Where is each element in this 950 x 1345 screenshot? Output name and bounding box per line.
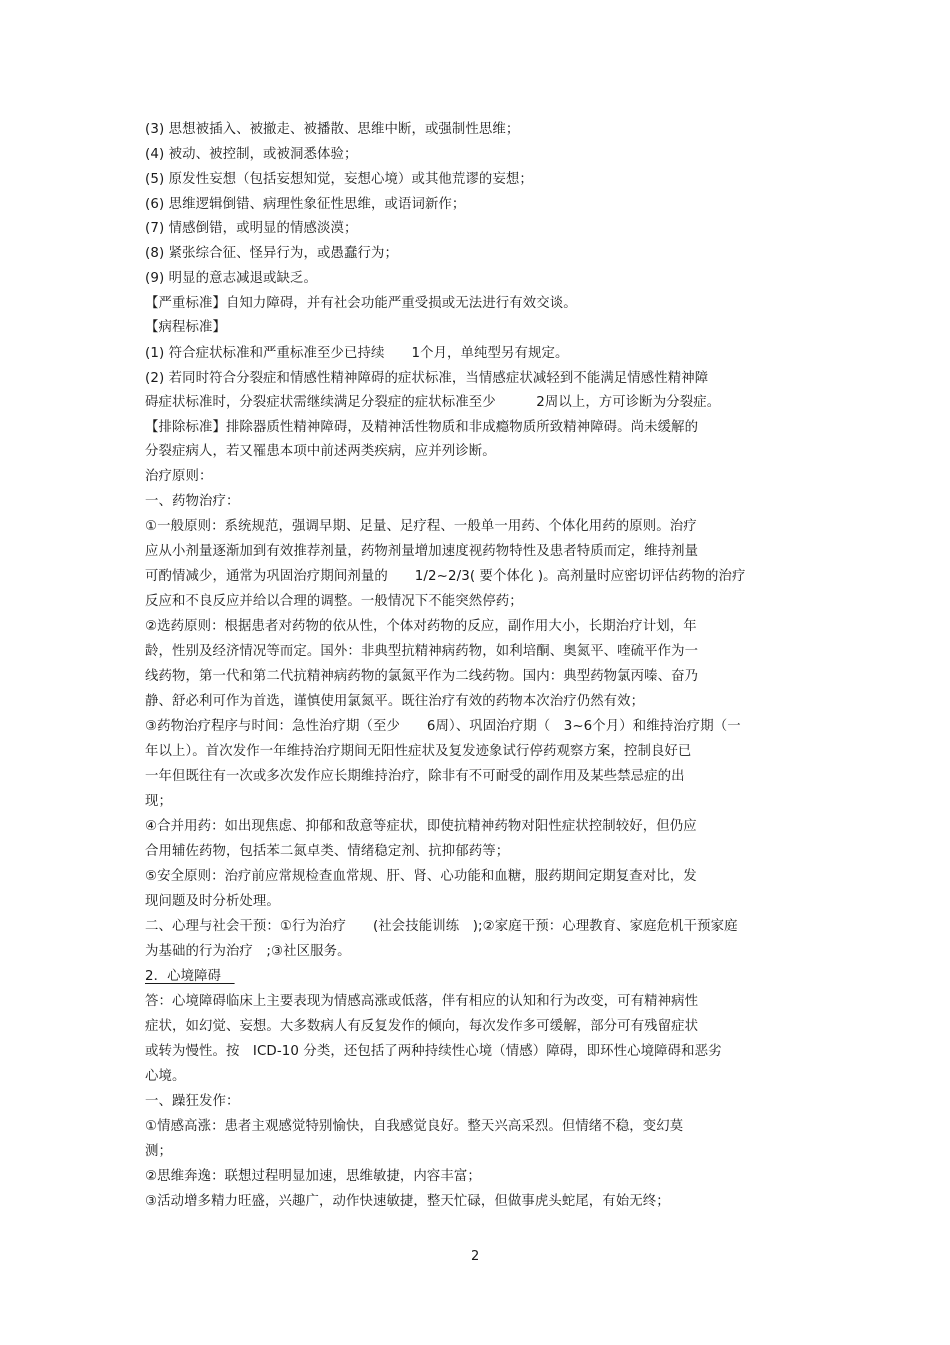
text-line: ⑤安全原则：治疗前应常规检查血常规、肝、肾、心功能和血糖，服药期间定期复查对比，发 <box>145 869 697 884</box>
section-heading: 一、药物治疗： <box>145 494 240 509</box>
text-line: (4) 被动、被控制，或被洞悉体验； <box>145 147 358 162</box>
text-line: 【严重标准】自知力障碍，并有社会功能严重受损或无法进行有效交谈。 <box>145 296 577 311</box>
text-line: (9) 明显的意志减退或缺乏。 <box>145 271 318 286</box>
text-line: 一年但既往有一次或多次发作应长期维持治疗，除非有不可耐受的副作用及某些禁忌症的出 <box>145 769 685 784</box>
text-line: 为基础的行为治疗 ;③社区服务。 <box>145 944 351 959</box>
text-line: 可酌情减少，通常为巩固治疗期间剂量的 1/2~2/3( 要个体化 )。高剂量时应密切评估药物的治疗 <box>145 569 746 584</box>
text-line: 合用辅佐药物，包括苯二氮卓类、情绪稳定剂、抗抑郁药等； <box>145 844 510 859</box>
text-line: ④合并用药：如出现焦虑、抑郁和敌意等症状，即使抗精神药物对阳性症状控制较好，但仍应 <box>145 819 697 834</box>
section-heading: 治疗原则： <box>145 469 213 484</box>
text-line: 现； <box>145 794 172 809</box>
text-line: (8) 紧张综合征、怪异行为，或愚蠢行为； <box>145 246 398 261</box>
text-line: ③活动增多精力旺盛，兴趣广，动作快速敏捷，整天忙碌，但做事虎头蛇尾，有始无终； <box>145 1194 670 1209</box>
text-line: ①一般原则：系统规范，强调早期、足量、足疗程、一般单一用药、个体化用药的原则。治疗 <box>145 519 697 534</box>
section-heading: 【病程标准】 <box>145 320 226 335</box>
text-line: (1) 符合症状标准和严重标准至少已持续 1个月，单纯型另有规定。 <box>145 346 569 361</box>
text-line: 反应和不良反应并给以合理的调整。一般情况下不能突然停药； <box>145 594 523 609</box>
text-line: (6) 思维逻辑倒错、病理性象征性思维，或语词新作； <box>145 197 466 212</box>
text-line: ②思维奔逸：联想过程明显加速，思维敏捷，内容丰富； <box>145 1169 481 1184</box>
text-line: (3) 思想被插入、被撤走、被播散、思维中断，或强制性思维； <box>145 122 520 137</box>
text-line: 答：心境障碍临床上主要表现为情感高涨或低落，伴有相应的认知和行为改变，可有精神病性 <box>145 994 699 1009</box>
text-line: 龄，性别及经济情况等而定。国外：非典型抗精神病药物，如利培酮、奥氮平、喹硫平作为一 <box>145 644 699 659</box>
text-line: (7) 情感倒错，或明显的情感淡漠； <box>145 221 358 236</box>
text-line: 【排除标准】排除器质性精神障碍，及精神活性物质和非成瘾物质所致精神障碍。尚未缓解的 <box>145 420 699 435</box>
page-number: 2 <box>471 1249 480 1264</box>
text-line: (5) 原发性妄想（包括妄想知觉，妄想心境）或其他荒谬的妄想； <box>145 172 533 187</box>
text-line: (2) 若同时符合分裂症和情感性精神障碍的症状标准，当情感症状减轻到不能满足情感性精神障 <box>145 371 709 386</box>
text-line: 或转为慢性。按 ICD-10 分类，还包括了两种持续性心境（情感）障碍，即环性心境障碍和恶劣 <box>145 1044 722 1059</box>
section-heading: 一、躁狂发作： <box>145 1094 240 1109</box>
text-line: 年以上）。首次发作一年维持治疗期间无阳性症状及复发迹象试行停药观察方案，控制良好已 <box>145 744 692 759</box>
text-line: 应从小剂量逐渐加到有效推荐剂量，药物剂量增加速度视药物特性及患者特质而定，维持剂量 <box>145 544 699 559</box>
text-line: 静、舒必利可作为首选，谨慎使用氯氮平。既往治疗有效的药物本次治疗仍然有效； <box>145 694 645 709</box>
section-heading-mood-disorder: 2．心境障碍 <box>145 969 235 984</box>
text-line: ①情感高涨：患者主观感觉特别愉快，自我感觉良好。整天兴高采烈。但情绪不稳，变幻莫 <box>145 1119 684 1134</box>
text-line: ③药物治疗程序与时间：急性治疗期（至少 6周）、巩固治疗期（ 3~6个月）和维持治疗期（一 <box>145 719 741 734</box>
text-line: 线药物，第一代和第二代抗精神病药物的氯氮平作为二线药物。国内：典型药物氯丙嗪、奋乃 <box>145 669 699 684</box>
text-line: 分裂症病人，若又罹患本项中前述两类疾病，应并列诊断。 <box>145 444 496 459</box>
text-line: ②选药原则：根据患者对药物的依从性，个体对药物的反应，副作用大小，长期治疗计划，年 <box>145 619 697 634</box>
text-line: 心境。 <box>145 1069 186 1084</box>
text-line: 现问题及时分析处理。 <box>145 894 280 909</box>
text-line: 碍症状标准时，分裂症状需继续满足分裂症的症状标准至少 2周以上，方可诊断为分裂症。 <box>145 395 721 410</box>
text-line: 二、心理与社会干预：①行为治疗 (社会技能训练 );②家庭干预：心理教育、家庭危机干预家庭 <box>145 919 738 934</box>
text-line: 测； <box>145 1144 172 1159</box>
text-line: 症状，如幻觉、妄想。大多数病人有反复发作的倾向，每次发作多可缓解，部分可有残留症状 <box>145 1019 699 1034</box>
